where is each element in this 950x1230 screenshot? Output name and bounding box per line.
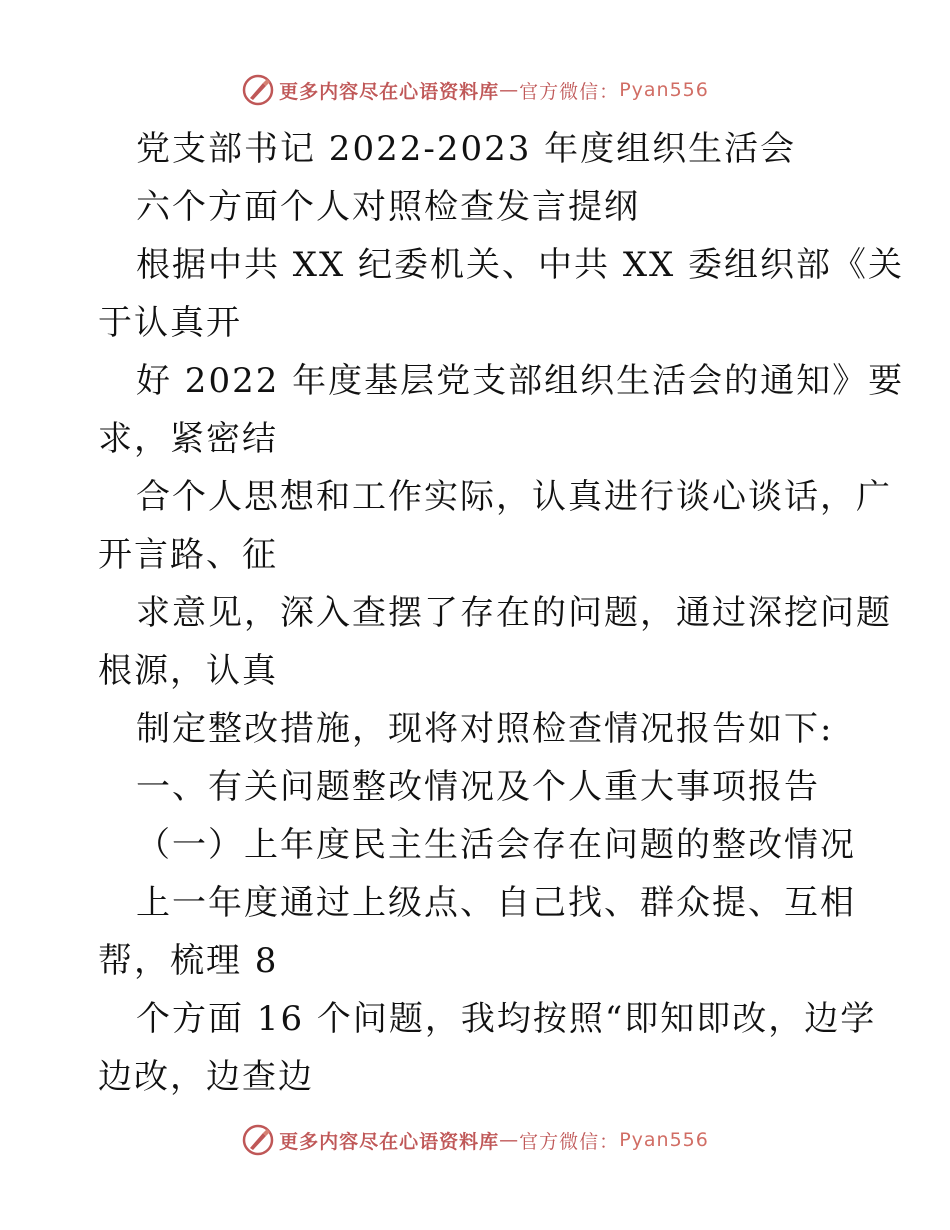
- document-line: 求意见，深入查摆了存在的问题，通过深挖问题: [136, 593, 892, 633]
- document-line: 好 2022 年度基层党支部组织生活会的通知》要: [136, 361, 905, 401]
- document-line: 一、有关问题整改情况及个人重大事项报告: [136, 767, 820, 807]
- pen-logo-icon: [241, 1123, 275, 1157]
- footer-watermark: [0, 1120, 950, 1160]
- watermark-dash: —: [499, 1129, 520, 1151]
- watermark-brand: 更多内容尽在心语资料库: [279, 80, 500, 103]
- document-line: （一）上年度民主生活会存在问题的整改情况: [136, 825, 856, 865]
- document-line: 党支部书记 2022-2023 年度组织生活会: [136, 129, 797, 169]
- document-line: 制定整改措施，现将对照检查情况报告如下:: [136, 709, 834, 749]
- watermark-brand: 更多内容尽在心语资料库: [279, 1130, 500, 1153]
- document-line: 帮，梳理 8: [98, 941, 279, 981]
- document-line: 个方面 16 个问题，我均按照“即知即改，边学: [136, 999, 877, 1039]
- document-line: 六个方面个人对照检查发言提纲: [136, 187, 640, 227]
- watermark-contact-label: 官方微信：: [519, 80, 620, 103]
- document-line: 于认真开: [98, 303, 242, 343]
- document-line: 合个人思想和工作实际，认真进行谈心谈话，广: [136, 477, 892, 517]
- watermark-contact-id: Pyan556: [619, 1129, 709, 1151]
- document-line: 边改，边查边: [98, 1057, 314, 1097]
- document-line: 上一年度通过上级点、自己找、群众提、互相: [136, 883, 856, 923]
- watermark-dash: —: [499, 79, 520, 101]
- watermark-contact-label: 官方微信：: [519, 1130, 620, 1153]
- document-line: 根源，认真: [98, 651, 278, 691]
- document-line: 根据中共 XX 纪委机关、中共 XX 委组织部《关: [136, 245, 905, 285]
- header-watermark: [0, 70, 950, 110]
- document-line: 求，紧密结: [98, 419, 278, 459]
- pen-logo-icon: [241, 73, 275, 107]
- document-body: [98, 120, 905, 1106]
- watermark-contact-id: Pyan556: [619, 79, 709, 101]
- document-line: 开言路、征: [98, 535, 278, 575]
